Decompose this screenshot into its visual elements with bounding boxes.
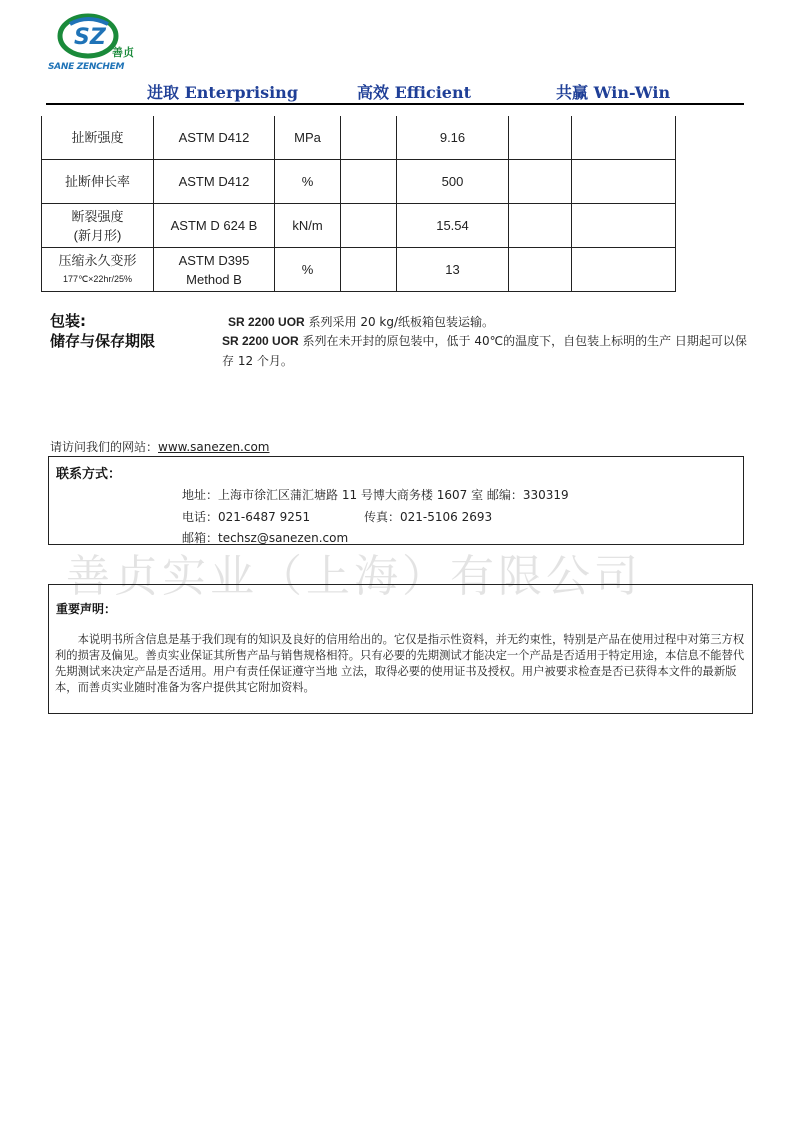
value-cell: 500 [397,160,509,204]
property-line: (新月形) [73,227,122,243]
disclaimer-title: 重要声明： [56,602,117,616]
empty-cell [572,116,676,160]
property-line: 压缩永久变形 [58,252,137,268]
unit-cell: % [275,248,341,292]
empty-cell [572,160,676,204]
storage-text [222,331,750,371]
website-line [50,438,270,455]
svg-text:SZ: SZ [74,25,106,50]
value-cell: 9.16 [397,116,509,160]
method-cell: ASTM D412 [154,116,275,160]
property-condition: 177℃×22hr/25% [63,273,132,284]
table-row [42,160,676,204]
slogan-enterprising: 进取 Enterprising [147,83,299,102]
empty-cell [509,116,572,160]
table-row [42,248,676,292]
contact-email: 邮箱：techsz@sanezen.com [182,531,349,545]
disclaimer-text: 本说明书所含信息是基于我们现有的知识及良好的信用给出的。它仅是指示性资料，并无约束性，特别是产品在使用过程中对第三方权利的损害及偏见。善贞实业保证其所售产品与销售规格相符。只有必要的先期测试才能决定一个产品是否适用于特定用途，本信息不能替代先期测试来决定产品是否适用。用户有责任保证遵守当地 立法，取得必要的使用证书及授权。用户被要求检查是否已获得本文件的最新版本，而善贞实业随时准备为客户提供其它附加资料。 [55,633,745,694]
slogan-win-win: 共赢 Win-Win [556,83,671,102]
unit-cell: MPa [275,116,341,160]
company-watermark: 善贞实业（上海）有限公司 [66,551,642,602]
method-line: ASTM D395 [178,252,250,268]
value-cell: 15.54 [397,204,509,248]
empty-cell [509,160,572,204]
properties-table [41,116,676,292]
contact-address: 地址：上海市徐汇区蒲汇塘路 11 号博大商务楼 1607 室 邮编：330319 [182,488,569,502]
method-line: Method B [186,271,242,287]
empty-cell [341,204,397,248]
empty-cell [509,248,572,292]
empty-cell [572,204,676,248]
empty-cell [509,204,572,248]
unit-cell: % [275,160,341,204]
website-link[interactable]: www.sanezen.com [158,440,270,454]
slogan-efficient: 高效 Efficient [357,83,472,102]
table-row [42,204,676,248]
packaging-description: 系列采用 20 kg/纸板箱包装运输。 [304,315,495,329]
value-cell: 13 [397,248,509,292]
storage-title: 储存与保存期限 [50,332,156,350]
product-name: SR 2200 UOR [228,315,305,329]
empty-cell [341,160,397,204]
product-name: SR 2200 UOR [222,334,299,348]
header-divider [46,103,744,105]
contact-title: 联系方式： [56,467,122,482]
property-cell [42,248,154,292]
contact-fax: 传真：021-5106 2693 [364,510,493,524]
method-cell [154,248,275,292]
empty-cell [572,248,676,292]
website-label: 请访问我们的网站： [50,440,159,454]
property-cell: 扯断伸长率 [42,160,154,204]
logo-chinese-name: 善贞 [112,46,134,59]
empty-cell [341,116,397,160]
packaging-title: 包装: [50,312,86,330]
table-row [42,116,676,160]
property-cell: 扯断强度 [42,116,154,160]
property-line: 断裂强度 [71,208,124,224]
logo-english-name: SANE ZENCHEM [48,62,125,72]
packaging-text [228,312,494,332]
storage-description: 系列在未开封的原包装中，低于 40℃的温度下，自包装上标明的生产 日期起可以保存 12 个月。 [222,334,747,368]
method-cell: ASTM D 624 B [154,204,275,248]
unit-cell: kN/m [275,204,341,248]
property-cell [42,204,154,248]
empty-cell [341,248,397,292]
method-cell: ASTM D412 [154,160,275,204]
contact-phone: 电话：021-6487 9251 [182,510,311,524]
